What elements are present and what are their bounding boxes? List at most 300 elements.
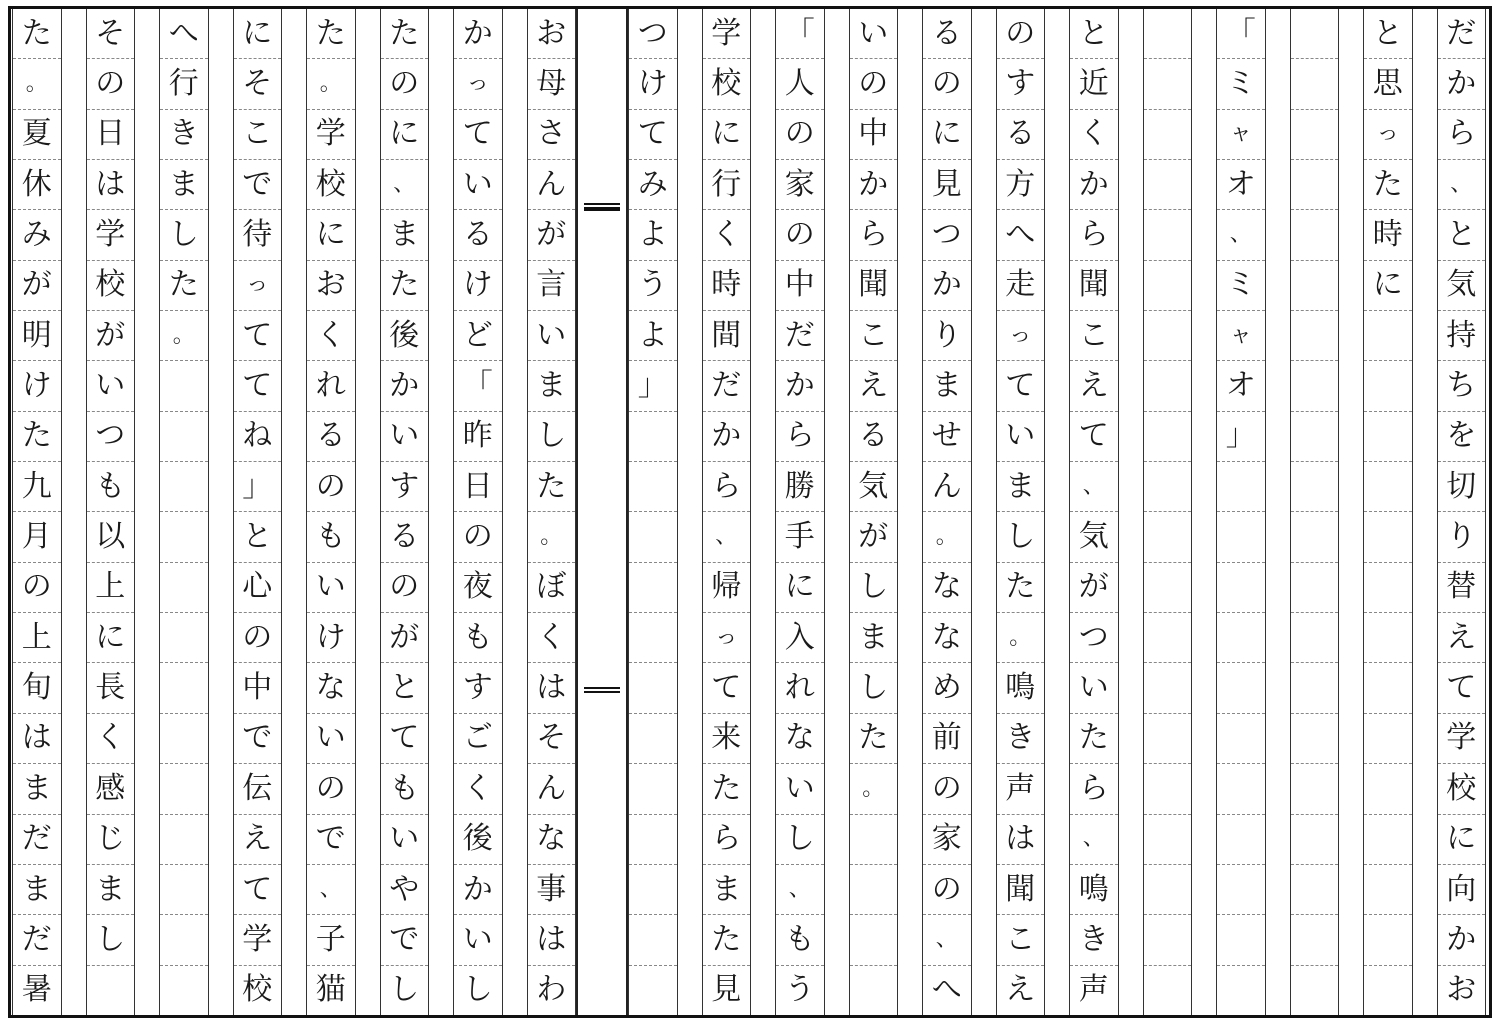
character-cell: 入 bbox=[776, 613, 824, 663]
character-cell: だ bbox=[776, 311, 824, 361]
character-cell: た bbox=[528, 462, 576, 512]
left-page-column bbox=[233, 9, 283, 1015]
right-page-column bbox=[1363, 9, 1413, 1015]
character-cell: れ bbox=[776, 663, 824, 713]
character-cell: 学 bbox=[307, 110, 355, 160]
character-cell bbox=[1144, 210, 1192, 260]
character-cell: も bbox=[381, 764, 429, 814]
character-cell: へ bbox=[931, 972, 962, 1008]
character-cell bbox=[629, 563, 677, 613]
right-page-column bbox=[996, 9, 1046, 1015]
character-cell: が bbox=[87, 311, 135, 361]
character-cell bbox=[160, 714, 208, 764]
character-cell: の bbox=[997, 9, 1045, 59]
character-cell: 、 bbox=[307, 865, 355, 915]
character-cell: 人 bbox=[776, 59, 824, 109]
character-cell: は bbox=[528, 915, 576, 965]
character-cell bbox=[1364, 311, 1412, 361]
character-cell bbox=[1144, 815, 1192, 865]
character-cell: で bbox=[307, 815, 355, 865]
character-cell: 中 bbox=[850, 110, 898, 160]
character-cell: に bbox=[234, 9, 282, 59]
character-cell bbox=[1217, 714, 1265, 764]
character-cell: 来 bbox=[703, 714, 751, 764]
character-cell: 鳴 bbox=[1070, 865, 1118, 915]
character-cell: に bbox=[87, 613, 135, 663]
character-cell: 気 bbox=[850, 462, 898, 512]
character-cell bbox=[629, 764, 677, 814]
character-cell bbox=[1291, 361, 1339, 411]
character-cell: い bbox=[528, 311, 576, 361]
character-cell bbox=[1291, 663, 1339, 713]
character-cell: 切 bbox=[1438, 462, 1486, 512]
character-cell: 気 bbox=[1438, 261, 1486, 311]
character-cell: る bbox=[307, 412, 355, 462]
character-cell bbox=[1291, 160, 1339, 210]
character-cell bbox=[160, 361, 208, 411]
character-cell bbox=[1144, 361, 1192, 411]
character-cell: や bbox=[381, 865, 429, 915]
left-page-column bbox=[453, 9, 503, 1015]
character-cell: て bbox=[234, 311, 282, 361]
character-cell bbox=[1291, 563, 1339, 613]
character-cell: た bbox=[997, 563, 1045, 613]
character-cell bbox=[160, 412, 208, 462]
character-cell: ミ bbox=[1217, 59, 1265, 109]
character-cell bbox=[1364, 815, 1412, 865]
character-cell: だ bbox=[13, 915, 61, 965]
character-cell bbox=[1291, 764, 1339, 814]
character-cell: く bbox=[1070, 110, 1118, 160]
right-page-column bbox=[922, 9, 972, 1015]
character-cell bbox=[1144, 9, 1192, 59]
character-cell: ね bbox=[234, 412, 282, 462]
character-cell: と bbox=[234, 512, 282, 562]
character-cell: 思 bbox=[1364, 59, 1412, 109]
character-cell: 方 bbox=[997, 160, 1045, 210]
character-cell: 旬 bbox=[13, 663, 61, 713]
character-cell: 暑 bbox=[21, 972, 52, 1008]
character-cell: 聞 bbox=[850, 261, 898, 311]
left-page-column bbox=[159, 9, 209, 1015]
character-cell bbox=[1291, 9, 1339, 59]
character-cell: の bbox=[13, 563, 61, 613]
character-cell: ら bbox=[1438, 110, 1486, 160]
character-cell: 心 bbox=[234, 563, 282, 613]
character-cell: 替 bbox=[1438, 563, 1486, 613]
character-cell: 事 bbox=[528, 865, 576, 915]
character-cell: け bbox=[454, 261, 502, 311]
character-cell: こ bbox=[997, 915, 1045, 965]
character-cell: 行 bbox=[160, 59, 208, 109]
character-cell: の bbox=[87, 59, 135, 109]
character-cell bbox=[1291, 210, 1339, 260]
character-cell: つ bbox=[87, 412, 135, 462]
character-cell: 校 bbox=[242, 972, 273, 1008]
character-cell: 、 bbox=[381, 160, 429, 210]
right-page-column bbox=[1290, 9, 1340, 1015]
character-cell: は bbox=[528, 663, 576, 713]
character-cell bbox=[1144, 160, 1192, 210]
character-cell: れ bbox=[307, 361, 355, 411]
character-cell: け bbox=[13, 361, 61, 411]
character-cell: た bbox=[381, 9, 429, 59]
character-cell: に bbox=[307, 210, 355, 260]
character-cell: そ bbox=[87, 9, 135, 59]
character-cell: で bbox=[234, 714, 282, 764]
character-cell bbox=[1364, 915, 1412, 965]
character-cell: 、 bbox=[1070, 815, 1118, 865]
character-cell bbox=[1144, 714, 1192, 764]
character-cell bbox=[1291, 915, 1339, 965]
character-cell: ご bbox=[454, 714, 502, 764]
character-cell: え bbox=[850, 361, 898, 411]
character-cell: の bbox=[850, 59, 898, 109]
character-cell: い bbox=[454, 160, 502, 210]
character-cell: よ bbox=[629, 311, 677, 361]
character-cell: こ bbox=[234, 110, 282, 160]
character-cell bbox=[1364, 462, 1412, 512]
character-cell: つ bbox=[923, 210, 971, 260]
upper-fold-mark bbox=[584, 200, 620, 214]
character-cell: に bbox=[1364, 261, 1412, 311]
character-cell: う bbox=[784, 972, 815, 1008]
character-cell: 。 bbox=[850, 764, 898, 814]
right-page-column bbox=[1437, 9, 1487, 1015]
character-cell bbox=[1364, 361, 1412, 411]
character-cell: 母 bbox=[528, 59, 576, 109]
character-cell bbox=[160, 865, 208, 915]
character-cell: せ bbox=[923, 412, 971, 462]
character-cell bbox=[1144, 613, 1192, 663]
character-cell: の bbox=[234, 613, 282, 663]
character-cell: た bbox=[1364, 160, 1412, 210]
character-cell bbox=[160, 915, 208, 965]
character-cell bbox=[1144, 462, 1192, 512]
character-cell: の bbox=[381, 59, 429, 109]
character-cell: を bbox=[1438, 412, 1486, 462]
character-cell bbox=[160, 563, 208, 613]
character-cell: い bbox=[307, 714, 355, 764]
character-cell: ま bbox=[87, 865, 135, 915]
character-cell: 子 bbox=[307, 915, 355, 965]
character-cell: い bbox=[381, 412, 429, 462]
character-cell: な bbox=[307, 663, 355, 713]
character-cell: 言 bbox=[528, 261, 576, 311]
character-cell: っ bbox=[234, 261, 282, 311]
character-cell: オ bbox=[1217, 361, 1265, 411]
character-cell bbox=[1364, 764, 1412, 814]
character-cell bbox=[1144, 915, 1192, 965]
character-cell: お bbox=[528, 9, 576, 59]
right-page-column bbox=[628, 9, 678, 1015]
character-cell bbox=[629, 412, 677, 462]
character-cell bbox=[1364, 563, 1412, 613]
character-cell: が bbox=[381, 613, 429, 663]
character-cell: み bbox=[13, 210, 61, 260]
character-cell bbox=[1144, 512, 1192, 562]
character-cell bbox=[629, 613, 677, 663]
character-cell bbox=[1291, 261, 1339, 311]
character-cell bbox=[629, 815, 677, 865]
character-cell: ま bbox=[997, 462, 1045, 512]
character-cell: 家 bbox=[923, 815, 971, 865]
character-cell: ぼ bbox=[528, 563, 576, 613]
character-cell: ま bbox=[923, 361, 971, 411]
character-cell: 間 bbox=[703, 311, 751, 361]
character-cell: か bbox=[1438, 59, 1486, 109]
character-cell: 上 bbox=[13, 613, 61, 663]
character-cell: る bbox=[381, 512, 429, 562]
character-cell: と bbox=[1364, 9, 1412, 59]
character-cell: の bbox=[381, 563, 429, 613]
character-cell: か bbox=[850, 160, 898, 210]
character-cell bbox=[87, 966, 135, 1015]
character-cell: に bbox=[381, 110, 429, 160]
character-cell bbox=[629, 462, 677, 512]
character-cell: た bbox=[307, 9, 355, 59]
character-cell: オ bbox=[1217, 160, 1265, 210]
character-cell: っ bbox=[454, 59, 502, 109]
character-cell: ら bbox=[850, 210, 898, 260]
character-cell bbox=[1291, 59, 1339, 109]
character-cell: め bbox=[923, 663, 971, 713]
character-cell: え bbox=[1070, 361, 1118, 411]
character-cell bbox=[850, 865, 898, 915]
character-cell: 中 bbox=[234, 663, 282, 713]
character-cell: き bbox=[1070, 915, 1118, 965]
character-cell bbox=[1291, 462, 1339, 512]
left-page-column bbox=[380, 9, 430, 1015]
character-cell: て bbox=[997, 361, 1045, 411]
character-cell: 、 bbox=[923, 915, 971, 965]
character-cell: る bbox=[997, 110, 1045, 160]
character-cell: に bbox=[776, 563, 824, 613]
character-cell: ャ bbox=[1217, 110, 1265, 160]
character-cell: か bbox=[923, 261, 971, 311]
character-cell bbox=[629, 663, 677, 713]
manuscript-sheet bbox=[8, 6, 1492, 1018]
character-cell: が bbox=[528, 210, 576, 260]
character-cell bbox=[1291, 714, 1339, 764]
lower-fold-mark bbox=[584, 683, 620, 697]
character-cell: か bbox=[776, 361, 824, 411]
character-cell: 気 bbox=[1070, 512, 1118, 562]
character-cell: 明 bbox=[13, 311, 61, 361]
character-cell bbox=[1217, 915, 1265, 965]
character-cell: ま bbox=[13, 865, 61, 915]
character-cell: の bbox=[307, 764, 355, 814]
character-cell: た bbox=[703, 764, 751, 814]
character-cell: に bbox=[923, 110, 971, 160]
character-cell: は bbox=[87, 160, 135, 210]
character-cell: よ bbox=[629, 210, 677, 260]
character-cell: ミ bbox=[1217, 261, 1265, 311]
character-cell: た bbox=[381, 261, 429, 311]
character-cell: じ bbox=[87, 815, 135, 865]
character-cell: す bbox=[381, 462, 429, 512]
character-cell: へ bbox=[160, 9, 208, 59]
character-cell bbox=[1144, 59, 1192, 109]
character-cell: は bbox=[997, 815, 1045, 865]
character-cell bbox=[160, 966, 208, 1015]
character-cell: り bbox=[923, 311, 971, 361]
character-cell bbox=[1144, 412, 1192, 462]
character-cell: な bbox=[923, 613, 971, 663]
character-cell bbox=[1144, 764, 1192, 814]
character-cell: 時 bbox=[1364, 210, 1412, 260]
character-cell: こ bbox=[850, 311, 898, 361]
character-cell: ま bbox=[160, 160, 208, 210]
character-cell bbox=[629, 714, 677, 764]
character-cell: 「 bbox=[1217, 9, 1265, 59]
character-cell: さ bbox=[528, 110, 576, 160]
character-cell bbox=[1217, 563, 1265, 613]
character-cell bbox=[1144, 311, 1192, 361]
character-cell: 」 bbox=[1217, 412, 1265, 462]
character-cell: か bbox=[454, 9, 502, 59]
character-cell: 声 bbox=[1078, 972, 1109, 1008]
character-cell: お bbox=[307, 261, 355, 311]
character-cell: 持 bbox=[1438, 311, 1486, 361]
character-cell: い bbox=[1070, 663, 1118, 713]
character-cell: か bbox=[381, 361, 429, 411]
character-cell: 学 bbox=[87, 210, 135, 260]
character-cell: 学 bbox=[234, 915, 282, 965]
character-cell: つ bbox=[629, 9, 677, 59]
character-cell bbox=[1144, 663, 1192, 713]
character-cell: い bbox=[997, 412, 1045, 462]
character-cell: っ bbox=[703, 613, 751, 663]
character-cell: が bbox=[13, 261, 61, 311]
character-cell: ら bbox=[776, 412, 824, 462]
character-cell: 、 bbox=[1438, 160, 1486, 210]
character-cell: た bbox=[160, 261, 208, 311]
character-cell: 走 bbox=[997, 261, 1045, 311]
character-cell bbox=[1291, 966, 1339, 1015]
character-cell bbox=[629, 915, 677, 965]
character-cell: き bbox=[160, 110, 208, 160]
character-cell: だ bbox=[703, 361, 751, 411]
character-cell: で bbox=[234, 160, 282, 210]
character-cell: そ bbox=[528, 714, 576, 764]
character-cell: 長 bbox=[87, 663, 135, 713]
character-cell bbox=[629, 865, 677, 915]
character-cell: 以 bbox=[87, 512, 135, 562]
character-cell: る bbox=[923, 9, 971, 59]
character-cell: 後 bbox=[454, 815, 502, 865]
character-cell: け bbox=[307, 613, 355, 663]
character-cell bbox=[1144, 563, 1192, 613]
character-cell bbox=[1217, 462, 1265, 512]
right-page-column bbox=[775, 9, 825, 1015]
character-cell bbox=[1217, 966, 1265, 1015]
character-cell: ま bbox=[703, 865, 751, 915]
character-cell: ち bbox=[1438, 361, 1486, 411]
character-cell: に bbox=[703, 110, 751, 160]
right-page-column bbox=[1216, 9, 1266, 1015]
character-cell bbox=[1217, 663, 1265, 713]
character-cell: ャ bbox=[1217, 311, 1265, 361]
character-cell: 。 bbox=[528, 512, 576, 562]
character-cell: た bbox=[1070, 714, 1118, 764]
character-cell: ん bbox=[923, 462, 971, 512]
character-cell: 校 bbox=[703, 59, 751, 109]
character-cell: だ bbox=[1438, 9, 1486, 59]
character-cell: と bbox=[1070, 9, 1118, 59]
character-cell bbox=[850, 915, 898, 965]
character-cell bbox=[1217, 865, 1265, 915]
character-cell: て bbox=[381, 714, 429, 764]
character-cell: ま bbox=[381, 210, 429, 260]
character-cell bbox=[1217, 764, 1265, 814]
character-cell bbox=[1364, 613, 1412, 663]
character-cell: て bbox=[703, 663, 751, 713]
character-cell: え bbox=[1005, 972, 1036, 1008]
character-cell: と bbox=[381, 663, 429, 713]
character-cell: い bbox=[454, 915, 502, 965]
character-cell: し bbox=[997, 512, 1045, 562]
character-cell: け bbox=[629, 59, 677, 109]
character-cell: く bbox=[703, 210, 751, 260]
character-cell: 。 bbox=[307, 59, 355, 109]
character-cell: だ bbox=[13, 815, 61, 865]
character-cell: い bbox=[381, 815, 429, 865]
character-cell: 後 bbox=[381, 311, 429, 361]
character-cell bbox=[1291, 412, 1339, 462]
character-cell: て bbox=[234, 361, 282, 411]
character-cell: 「 bbox=[454, 361, 502, 411]
character-cell: て bbox=[1070, 412, 1118, 462]
character-cell bbox=[1291, 865, 1339, 915]
character-cell: こ bbox=[1070, 311, 1118, 361]
character-cell: 。 bbox=[997, 613, 1045, 663]
character-cell: 時 bbox=[703, 261, 751, 311]
character-cell: か bbox=[454, 865, 502, 915]
character-cell: く bbox=[528, 613, 576, 663]
character-cell: 夏 bbox=[13, 110, 61, 160]
character-cell bbox=[1217, 512, 1265, 562]
character-cell: 月 bbox=[13, 512, 61, 562]
character-cell: 中 bbox=[776, 261, 824, 311]
character-cell bbox=[1364, 663, 1412, 713]
character-cell: た bbox=[13, 9, 61, 59]
character-cell: の bbox=[923, 764, 971, 814]
character-cell: う bbox=[629, 261, 677, 311]
character-cell: 近 bbox=[1070, 59, 1118, 109]
character-cell: 昨 bbox=[454, 412, 502, 462]
character-cell: 向 bbox=[1438, 865, 1486, 915]
character-cell: も bbox=[87, 462, 135, 512]
character-cell: も bbox=[776, 915, 824, 965]
character-cell bbox=[1364, 412, 1412, 462]
character-cell: 鳴 bbox=[997, 663, 1045, 713]
character-cell: し bbox=[389, 972, 420, 1008]
character-cell: 「 bbox=[776, 9, 824, 59]
character-cell: 。 bbox=[923, 512, 971, 562]
character-cell: し bbox=[850, 563, 898, 613]
character-cell bbox=[1364, 865, 1412, 915]
character-cell: 、 bbox=[1217, 210, 1265, 260]
character-cell: な bbox=[528, 815, 576, 865]
character-cell: 日 bbox=[454, 462, 502, 512]
character-cell: て bbox=[454, 110, 502, 160]
character-cell: く bbox=[454, 764, 502, 814]
character-cell bbox=[629, 966, 677, 1015]
character-cell: ん bbox=[528, 764, 576, 814]
character-cell: ら bbox=[1070, 210, 1118, 260]
character-cell: の bbox=[454, 512, 502, 562]
